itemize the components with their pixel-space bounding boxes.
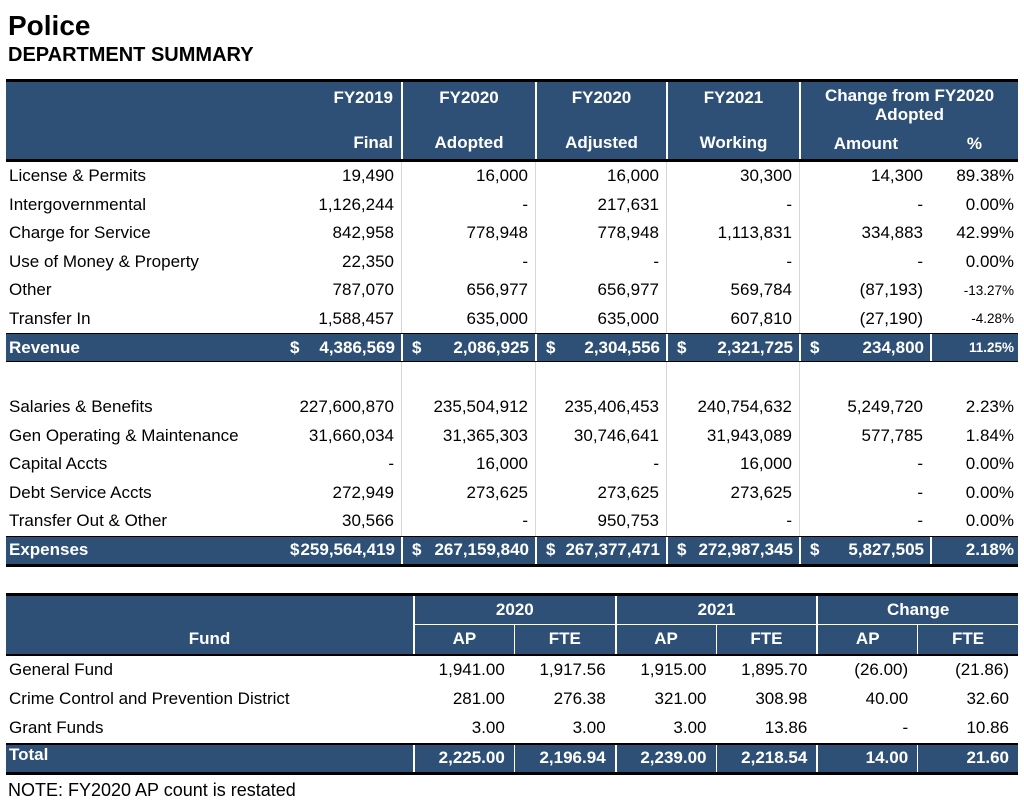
cell-change-percent: -4.28% [971,311,1014,327]
currency-symbol: $ [546,337,556,357]
cell-change-percent: -13.27% [963,282,1014,298]
spacer-cell [401,362,535,393]
cell-fy2020-adopted: - [401,507,535,536]
currency-symbol: $ [677,337,687,357]
cell-fy2020-adjusted: - [535,248,666,277]
row-label: Salaries & Benefits [9,397,153,417]
cell-fy2020-adopted: - [401,191,535,220]
row-label: Crime Control and Prevention District [9,689,290,708]
cell-value: 234,800 [862,337,924,357]
currency-symbol: $ [546,540,556,559]
row-label: Other [9,280,52,300]
spacer-row [6,362,1018,393]
cell-2021-fte: 308.98 [755,689,808,708]
col-header-change-amount: Amount [833,134,898,153]
spacer-cell [281,362,401,393]
col-header-stage: Adjusted [565,133,638,153]
subcol-header-2021-ap: AP [615,625,716,654]
cell-change-percent: 11.25% [930,334,1018,361]
page-title: Police [8,10,91,41]
cell-2020-fte: 276.38 [553,689,606,708]
cell-value: 5,827,505 [848,540,924,559]
subcol-header-change-fte: FTE [917,625,1018,654]
cell-fy2020-adopted: 16,000 [401,162,535,191]
cell-change-percent: 1.84% [965,425,1014,445]
cell-change-ap: 14.00 [816,745,917,772]
col-header-stage: Working [699,133,768,153]
cell-fy2019-final: 787,070 [332,280,394,300]
cell-change-percent: 0.00% [965,511,1014,531]
cell-change-amount: - [799,479,930,508]
cell-change-amount: - [799,450,930,479]
table-row [6,507,1018,536]
cell-change-amount [799,334,930,361]
cell-fy2020-adjusted: 656,977 [535,276,666,305]
cell-change-percent: 2.18% [930,537,1018,564]
cell-value: 2,304,556 [584,337,660,357]
cell-fy2019-final: 31,660,034 [308,425,394,445]
cell-change-percent: 89.38% [956,166,1014,186]
cell-fy2019-final: 1,588,457 [318,308,394,328]
row-label: Debt Service Accts [9,482,152,502]
cell-fy2021-working: - [666,248,799,277]
row-label: General Fund [9,660,113,679]
cell-fy2020-adopted: 16,000 [401,450,535,479]
cell-2021-fte: 2,218.54 [716,745,817,772]
col-header-year: FY2021 [703,88,764,107]
cell-fy2019-final: - [388,454,394,474]
subcol-header-2020-ap: AP [413,625,514,654]
cell-2021-fte: 13.86 [764,718,808,737]
cell-change-percent: 0.00% [965,251,1014,271]
cell-fy2020-adopted [401,334,535,361]
table-row [6,248,1018,277]
cell-fy2020-adopted: 778,948 [401,219,535,248]
staffing-table [6,593,1018,775]
cell-fy2021-working: 1,113,831 [666,219,799,248]
cell-fy2019-final: 1,126,244 [318,194,394,214]
change-group-subheaders [801,134,1018,159]
col-header-fy2020-adopted [401,82,535,159]
cell-value: 4,386,569 [319,337,395,357]
row-label: Expenses [9,540,89,559]
cell-2020-fte: 2,196.94 [514,745,615,772]
cell-change-amount: (87,193) [799,276,930,305]
cell-change-fte: 32.60 [966,689,1009,708]
row-label: Total [9,744,49,764]
cell-change-fte: 10.86 [966,718,1009,737]
cell-fy2020-adjusted: 235,406,453 [535,393,666,422]
cell-fy2021-working: 16,000 [666,450,799,479]
row-label: License & Permits [9,166,146,186]
staffing-table-body [6,656,1018,772]
cell-fy2020-adjusted: 16,000 [535,162,666,191]
row-label: Gen Operating & Maintenance [9,425,239,445]
cell-value: 2,321,725 [717,337,793,357]
expenses-total-row [6,536,1018,565]
table-row [6,305,1018,334]
summary-table [6,79,1018,567]
cell-fy2021-working [666,537,799,564]
staffing-table-header [6,596,1018,656]
cell-change-percent: 42.99% [956,223,1014,243]
cell-change-amount: 14,300 [799,162,930,191]
summary-table-header [6,82,1018,162]
spacer-cell [799,362,930,393]
cell-fy2020-adjusted: 778,948 [535,219,666,248]
table-row [6,714,1018,743]
cell-fy2021-working: 273,625 [666,479,799,508]
table-row [6,656,1018,685]
table-row [6,276,1018,305]
cell-2020-ap: 281.00 [452,689,505,708]
cell-2021-fte: 1,895.70 [741,660,808,679]
col-header-year: FY2020 [439,88,499,107]
group-header-change: Change [816,596,1018,625]
col-header-change-percent: % [966,134,982,153]
cell-fy2020-adjusted: - [535,450,666,479]
cell-fy2020-adopted: 31,365,303 [401,422,535,451]
cell-change-amount: 334,883 [799,219,930,248]
cell-fy2021-working [666,334,799,361]
cell-fy2020-adjusted: 273,625 [535,479,666,508]
cell-change-amount [799,537,930,564]
table-row [6,450,1018,479]
table-row [6,479,1018,508]
cell-change-ap: - [902,718,909,737]
cell-fy2021-working: 31,943,089 [666,422,799,451]
cell-change-fte: (21.86) [955,660,1009,679]
col-header-fy2021-working [666,82,799,159]
row-label: Use of Money & Property [9,251,199,271]
group-header-2021: 2021 [615,596,817,625]
cell-change-percent: 0.00% [965,482,1014,502]
cell-2020-ap: 2,225.00 [413,745,514,772]
row-label: Intergovernmental [9,194,147,214]
col-header-fy2020-adjusted [535,82,666,159]
currency-symbol: $ [290,540,300,559]
subcol-header-2021-fte: FTE [716,625,817,654]
cell-fy2020-adjusted: 30,746,641 [535,422,666,451]
cell-fy2021-working: - [666,507,799,536]
cell-fy2021-working: - [666,191,799,220]
cell-2021-ap: 2,239.00 [615,745,716,772]
col-header-fund: Fund [188,628,231,648]
cell-value: 272,987,345 [698,540,793,559]
cell-value: 267,377,471 [565,540,660,559]
cell-fy2019-final [281,334,401,361]
cell-fy2020-adopted [401,537,535,564]
row-label: Charge for Service [9,223,151,243]
currency-symbol: $ [810,337,820,357]
page-subtitle: DEPARTMENT SUMMARY [8,44,254,66]
cell-fy2020-adopted: 273,625 [401,479,535,508]
table-row [6,685,1018,714]
row-label: Transfer Out & Other [9,511,168,531]
cell-2021-ap: 3.00 [673,718,707,737]
col-header-stage: Adopted [434,133,504,153]
cell-value: 2,086,925 [453,337,529,357]
col-header-year: FY2019 [333,88,393,107]
staffing-total-row [6,743,1018,772]
currency-symbol: $ [810,540,820,559]
revenue-total-row [6,333,1018,362]
summary-table-body [6,162,1018,565]
cell-fy2021-working: 30,300 [666,162,799,191]
cell-fy2020-adjusted: 950,753 [535,507,666,536]
subcol-header-2020-fte: FTE [514,625,615,654]
row-label: Grant Funds [9,718,104,737]
cell-fy2020-adjusted [535,334,666,361]
group-header-2020: 2020 [413,596,615,625]
cell-fy2021-working: 607,810 [666,305,799,334]
col-header-stage: Final [353,133,393,153]
row-label: Revenue [9,337,80,357]
cell-fy2019-final: 842,958 [332,223,394,243]
cell-fy2020-adopted: 635,000 [401,305,535,334]
cell-2021-ap: 1,915.00 [640,660,707,679]
table-row [6,393,1018,422]
currency-symbol: $ [290,337,300,357]
cell-value: 267,159,840 [434,540,529,559]
subcol-header-change-ap: AP [816,625,917,654]
cell-change-amount: - [799,507,930,536]
cell-change-fte: 21.60 [917,745,1018,772]
cell-2020-ap: 3.00 [471,718,505,737]
cell-change-amount: - [799,248,930,277]
cell-fy2021-working: 240,754,632 [666,393,799,422]
cell-fy2020-adjusted [535,537,666,564]
currency-symbol: $ [412,337,422,357]
currency-symbol: $ [677,540,687,559]
cell-change-ap: (26.00) [854,660,909,679]
cell-fy2020-adopted: 656,977 [401,276,535,305]
cell-fy2019-final: 30,566 [342,511,394,531]
cell-2020-fte: 1,917.56 [539,660,606,679]
cell-change-amount: (27,190) [799,305,930,334]
cell-fy2020-adopted: - [401,248,535,277]
spacer-cell [666,362,799,393]
note-text: NOTE: FY2020 AP count is restated [8,779,296,800]
col-header-change-group [799,82,1018,159]
row-label: Capital Accts [9,454,108,474]
cell-fy2019-final: 272,949 [332,482,394,502]
cell-fy2020-adjusted: 635,000 [535,305,666,334]
cell-fy2019-final: 22,350 [342,251,394,271]
cell-fy2019-final: 227,600,870 [299,397,394,417]
cell-change-percent: 0.00% [965,194,1014,214]
table-row [6,219,1018,248]
cell-change-amount: 5,249,720 [799,393,930,422]
spacer-cell [535,362,666,393]
cell-fy2020-adjusted: 217,631 [535,191,666,220]
cell-change-amount: 577,785 [799,422,930,451]
cell-fy2021-working: 569,784 [666,276,799,305]
cell-2021-ap: 321.00 [654,689,707,708]
col-header-fy2019-final [6,82,401,159]
cell-change-amount: - [799,191,930,220]
currency-symbol: $ [412,540,422,559]
change-group-title: Change from FY2020 Adopted [824,86,995,125]
cell-fy2019-final: 19,490 [342,166,394,186]
table-row [6,191,1018,220]
row-label: Transfer In [9,308,91,328]
cell-change-ap: 40.00 [865,689,909,708]
cell-2020-ap: 1,941.00 [438,660,505,679]
table-row [6,162,1018,191]
cell-change-percent: 2.23% [965,397,1014,417]
table-row [6,422,1018,451]
col-header-year: FY2020 [571,88,632,107]
cell-fy2019-final [281,537,401,564]
cell-change-percent: 0.00% [965,454,1014,474]
cell-fy2020-adopted: 235,504,912 [401,393,535,422]
cell-value: 259,564,419 [300,540,395,559]
cell-2020-fte: 3.00 [572,718,606,737]
